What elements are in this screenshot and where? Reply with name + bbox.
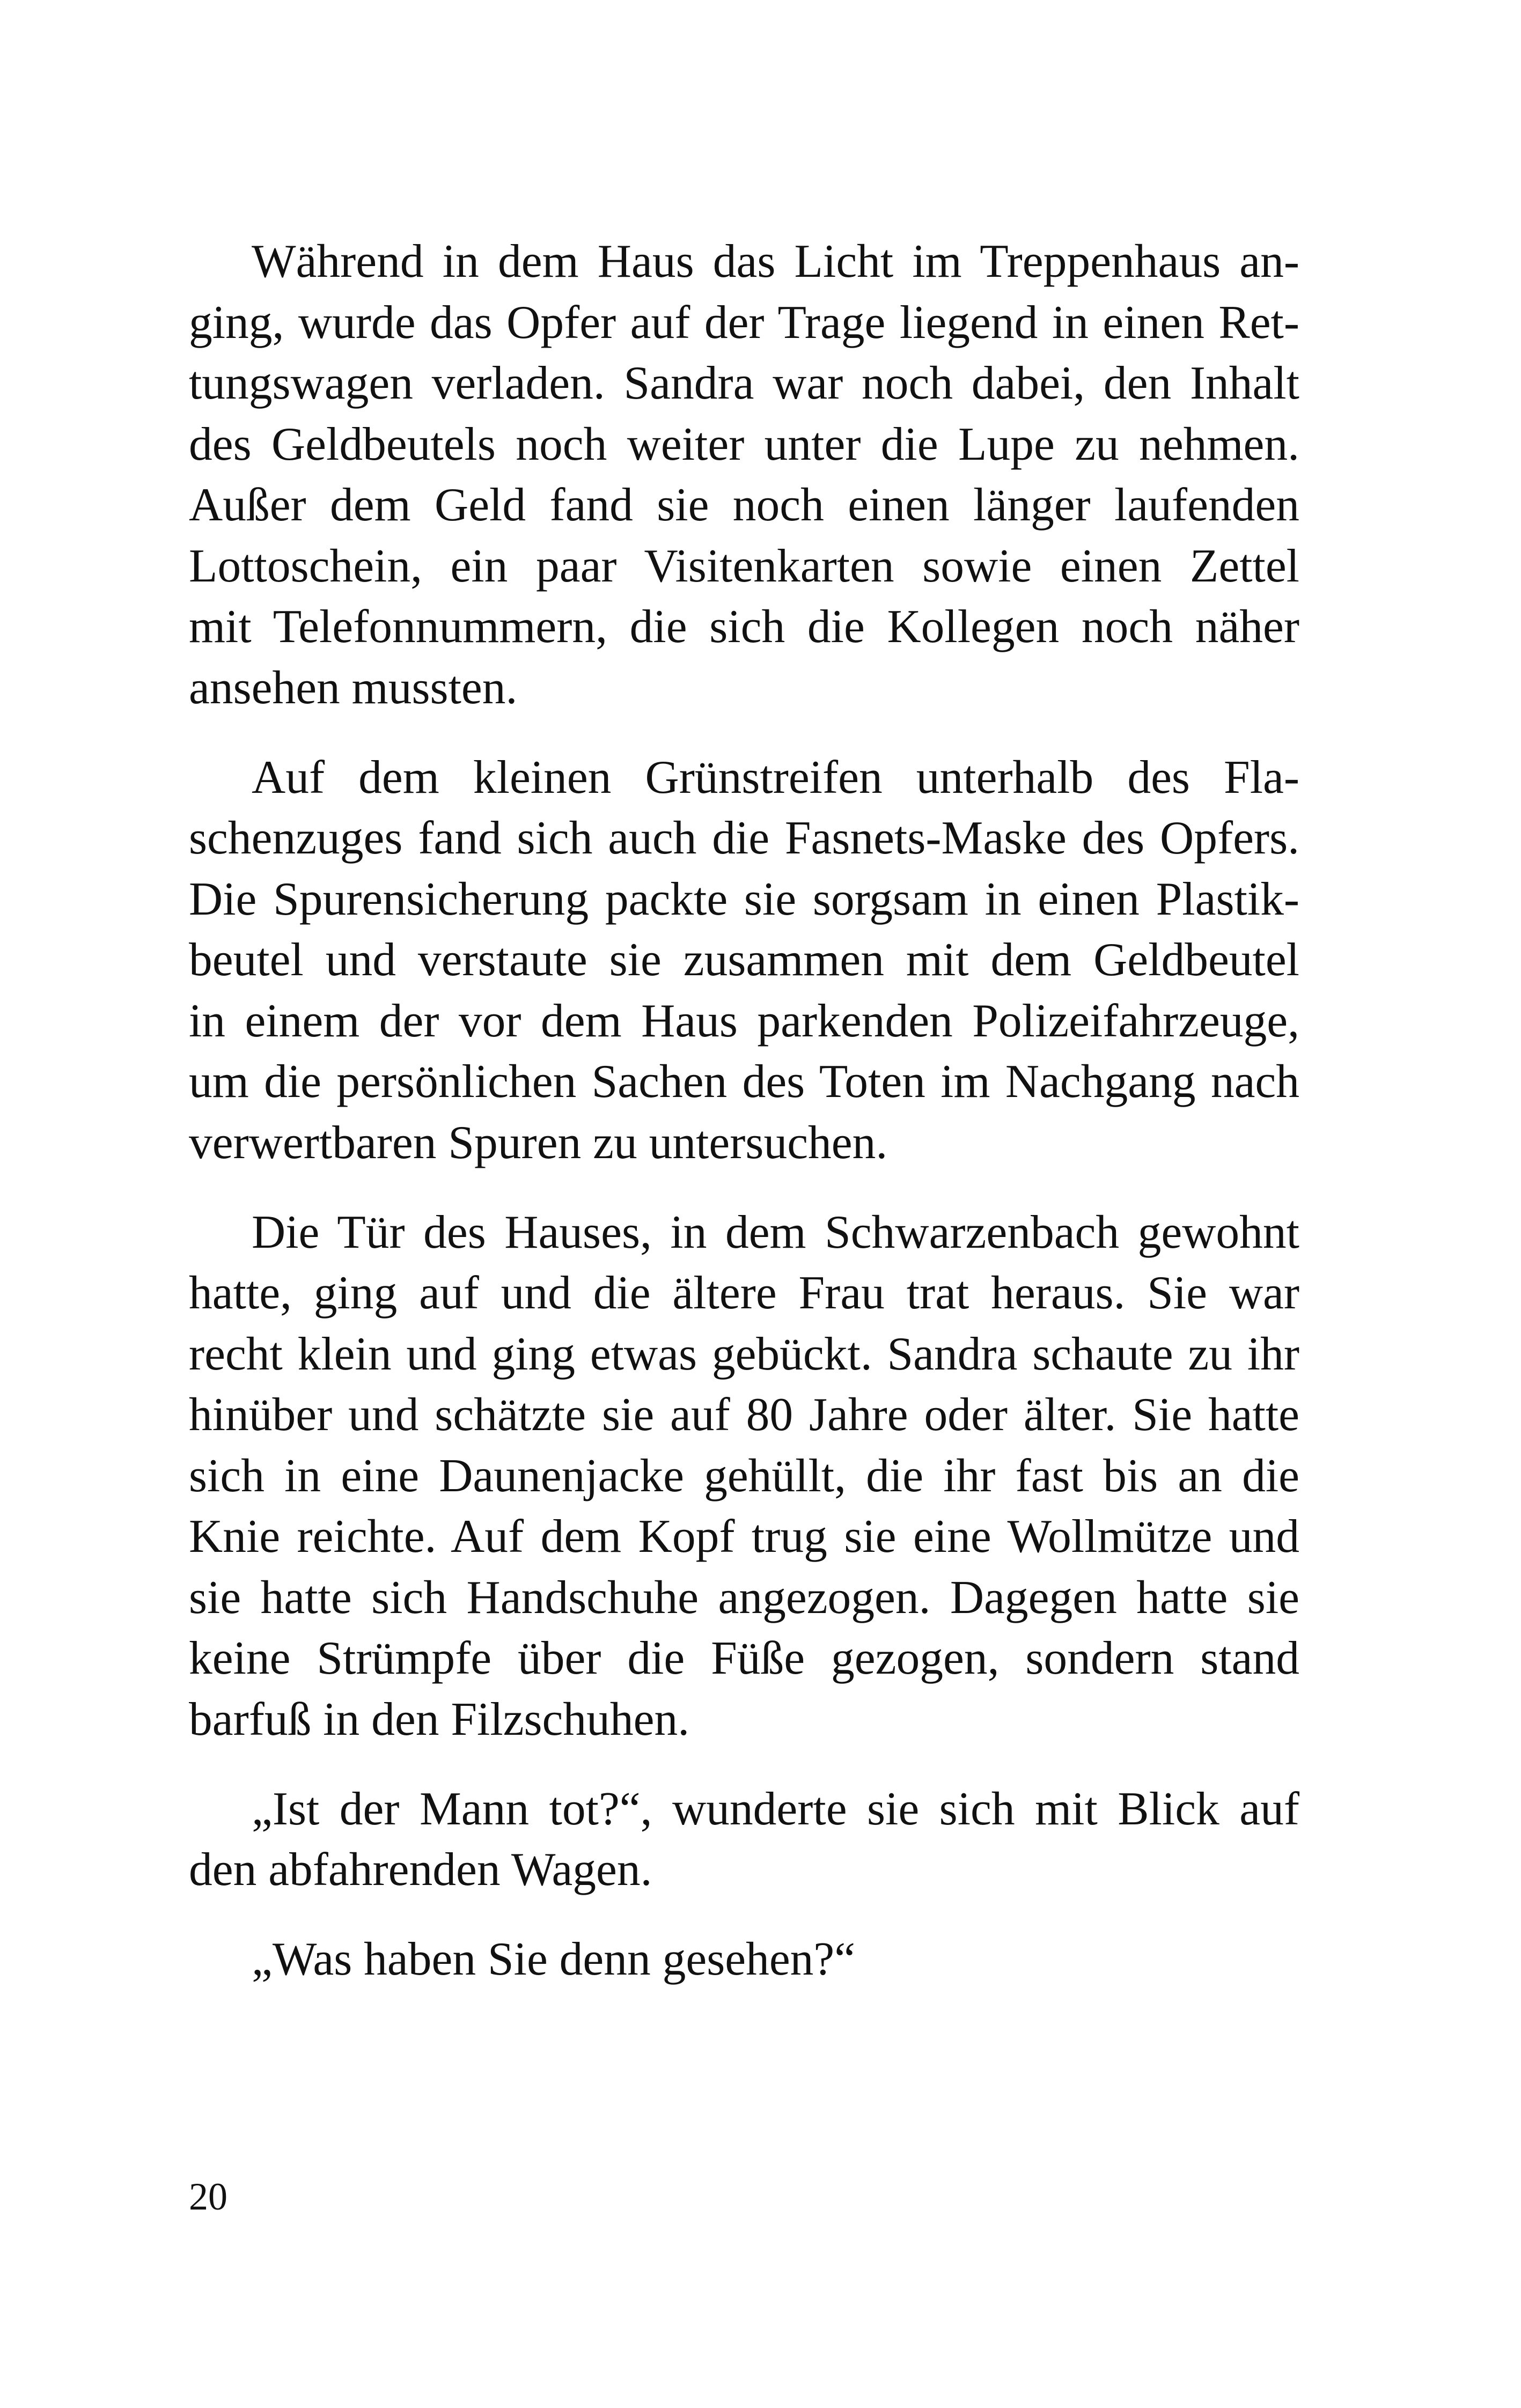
text-line: des Geldbeutels noch weiter unter die Lupe zu nehmen. <box>189 417 1299 470</box>
text-line: Auf dem kleinen Grünstreifen unterhalb des Fla- <box>252 750 1299 803</box>
paragraph-2 <box>189 747 1299 1173</box>
text-line: hatte, ging auf und die ältere Frau trat heraus. Sie war <box>189 1266 1299 1319</box>
text-line: Lottoschein, ein paar Visitenkarten sowie einen Zettel <box>189 539 1299 592</box>
text-line: beutel und verstaute sie zusammen mit dem Geldbeutel <box>189 933 1299 985</box>
text-line: barfuß in den Filzschuhen. <box>189 1692 690 1745</box>
text-line: sich in eine Daunenjacke gehüllt, die ihr fast bis an die <box>189 1449 1299 1501</box>
text-line: recht klein und ging etwas gebückt. Sandra schaute zu ihr <box>189 1327 1299 1380</box>
text-line: den abfahrenden Wagen. <box>189 1843 652 1895</box>
text-line: Die Spurensicherung packte sie sorgsam in einen Plastik- <box>189 872 1299 925</box>
text-line: schenzuges fand sich auch die Fasnets-Maske des Opfers. <box>189 812 1299 864</box>
text-line: mit Telefonnummern, die sich die Kollegen noch näher <box>189 600 1299 652</box>
text-line: hinüber und schätzte sie auf 80 Jahre oder älter. Sie hatte <box>189 1388 1299 1440</box>
text-line: „Ist der Mann tot?“, wunderte sie sich mit Blick auf <box>252 1782 1299 1835</box>
text-line: Knie reichte. Auf dem Kopf trug sie eine Wollmütze und <box>189 1510 1299 1562</box>
text-line: verwertbaren Spuren zu untersuchen. <box>189 1116 888 1168</box>
text-line: ansehen mussten. <box>189 661 518 713</box>
page-number: 20 <box>189 2175 227 2218</box>
text-line: Während in dem Haus das Licht im Treppenhaus an- <box>252 235 1299 287</box>
text-line: sie hatte sich Handschuhe angezogen. Dagegen hatte sie <box>189 1571 1299 1623</box>
paragraph-5 <box>189 1928 1299 1990</box>
text-line: um die persönlichen Sachen des Toten im Nachgang nach <box>189 1055 1299 1107</box>
text-line: Die Tür des Hauses, in dem Schwarzenbach gewohnt <box>252 1205 1299 1258</box>
text-line: ging, wurde das Opfer auf der Trage liegend in einen Ret- <box>189 296 1299 348</box>
text-line: keine Strümpfe über die Füße gezogen, sondern stand <box>189 1632 1299 1684</box>
text-line: „Was haben Sie denn gesehen?“ <box>252 1933 856 1985</box>
paragraph-3 <box>189 1202 1299 1750</box>
body-text <box>189 231 1299 1990</box>
paragraph-1 <box>189 231 1299 718</box>
paragraph-4 <box>189 1778 1299 1900</box>
text-line: tungswagen verladen. Sandra war noch dabei, den Inhalt <box>189 357 1299 409</box>
text-line: Außer dem Geld fand sie noch einen länger laufenden <box>189 478 1299 531</box>
text-line: in einem der vor dem Haus parkenden Polizeifahrzeuge, <box>189 994 1299 1047</box>
